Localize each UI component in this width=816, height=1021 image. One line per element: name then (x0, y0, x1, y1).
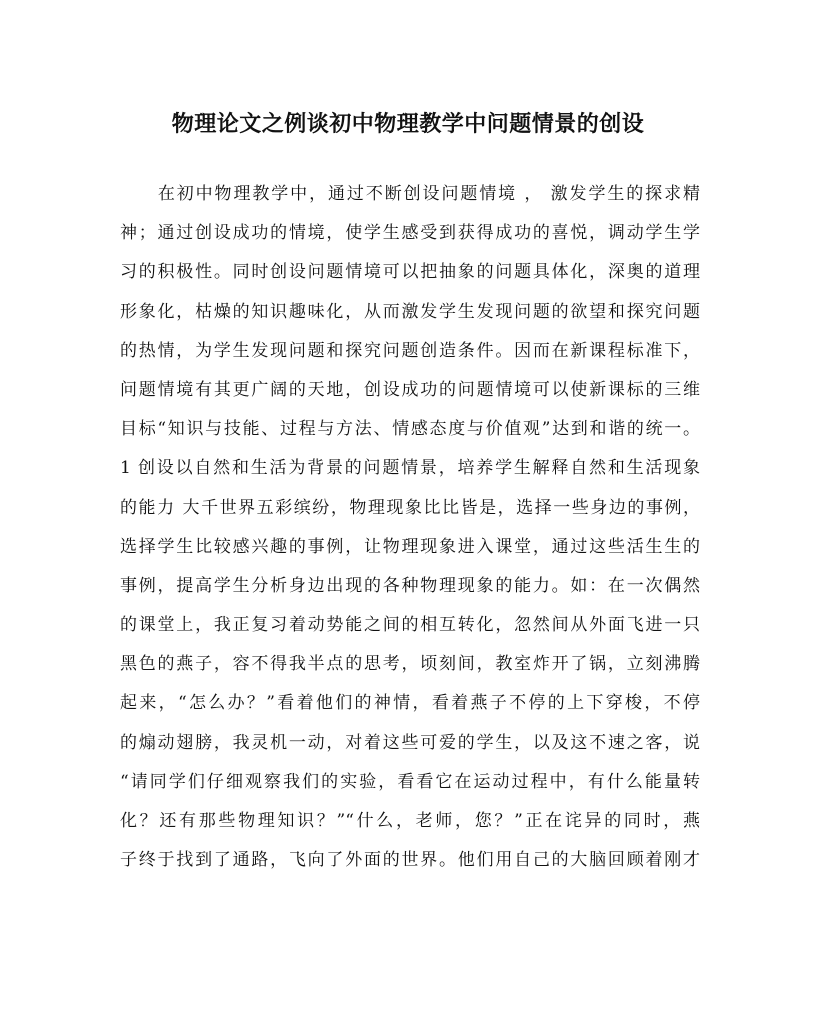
body-line: 子终于找到了通路，飞向了外面的世界。他们用自己的大脑回顾着刚才 (120, 850, 700, 871)
body-line: 形象化，枯燥的知识趣味化，从而激发学生发现问题的欲望和探究问题 (120, 301, 700, 322)
body-line: 目标“知识与技能、过程与方法、情感态度与价值观”达到和谐的统一。 (120, 419, 700, 440)
body-line: 习的积极性。同时创设问题情境可以把抽象的问题具体化，深奥的道理 (120, 262, 700, 283)
body-line: 问题情境有其更广阔的天地，创设成功的问题情境可以使新课标的三维 (120, 379, 700, 400)
body-line: 选择学生比较感兴趣的事例，让物理现象进入课堂，通过这些活生生的 (120, 536, 700, 557)
document-body (120, 175, 700, 880)
body-line: 的能力 大千世界五彩缤纷，物理现象比比皆是，选择一些身边的事例， (120, 497, 700, 518)
body-line: 在初中物理教学中，通过不断创设问题情境 ， 激发学生的探求精 (120, 184, 700, 204)
body-line: 的热情，为学生发现问题和探究问题创造条件。因而在新课程标准下， (120, 340, 700, 361)
body-line: 的课堂上，我正复习着动势能之间的相互转化，忽然间从外面飞进一只 (120, 615, 700, 636)
body-line: 神；通过创设成功的情境，使学生感受到获得成功的喜悦，调动学生学 (120, 223, 700, 244)
body-line: 1 创设以自然和生活为背景的问题情景，培养学生解释自然和生活现象 (120, 458, 700, 479)
body-line: “请同学们仔细观察我们的实验，看看它在运动过程中，有什么能量转 (120, 771, 700, 792)
body-line: 的煽动翅膀，我灵机一动，对着这些可爱的学生，以及这不速之客，说 (120, 732, 700, 753)
body-line: 起来，“怎么办？”看着他们的神情，看着燕子不停的上下穿梭，不停 (120, 693, 700, 714)
body-line: 事例，提高学生分析身边出现的各种物理现象的能力。如：在一次偶然 (120, 575, 700, 596)
body-line: 黑色的燕子，容不得我半点的思考，顷刻间，教室炸开了锅，立刻沸腾 (120, 654, 700, 675)
document-title: 物理论文之例谈初中物理教学中问题情景的创设 (171, 111, 645, 137)
body-line: 化？还有那些物理知识？”“什么，老师，您？”正在诧异的同时，燕 (120, 811, 700, 831)
